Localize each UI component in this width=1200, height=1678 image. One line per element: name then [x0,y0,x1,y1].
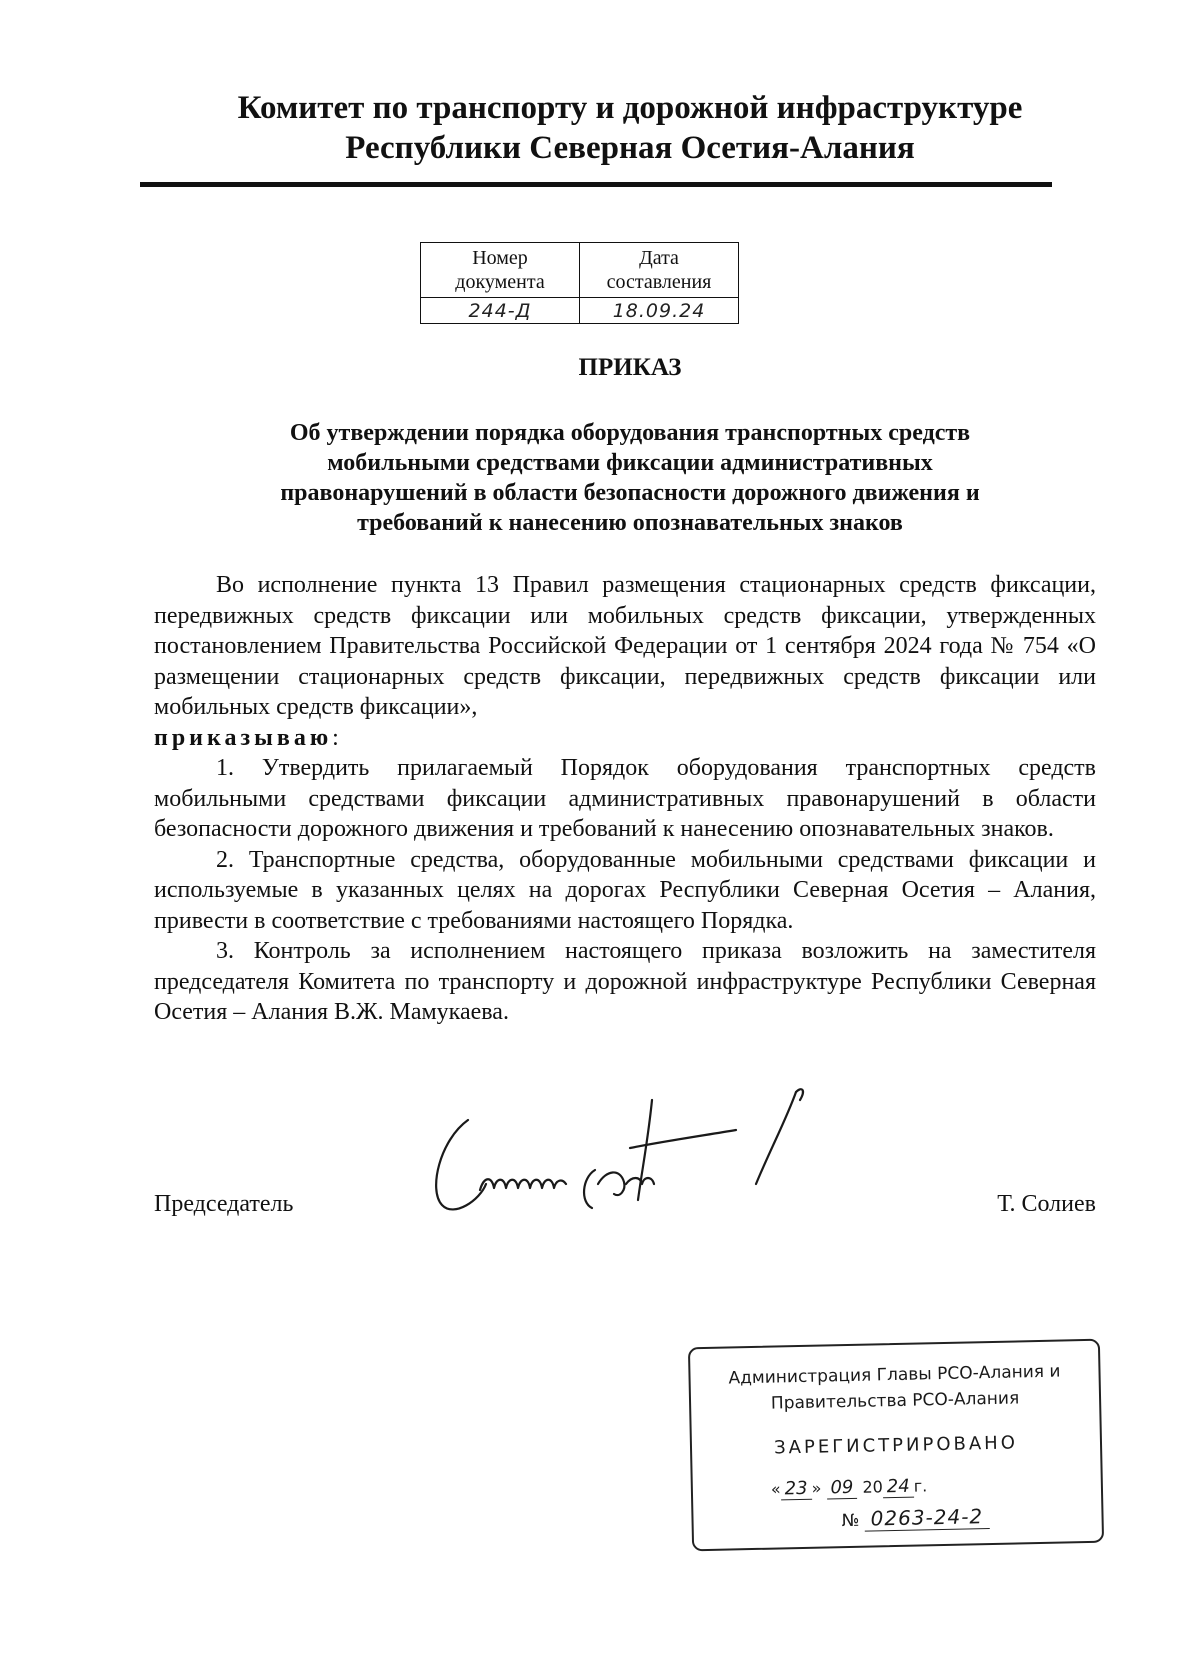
signatory-role: Председатель [154,1191,294,1217]
order-item-1: 1. Утвердить прилагаемый Порядок оборудования транспортных средств мобильными средствами фиксации административных правонарушений в области безопасности дорожного движения и требований к нанесению опознавательных знаков. [154,755,1096,842]
stamp-month: 09 [826,1477,857,1500]
organization-title-line-1: Комитет по транспорту и дорожной инфраструктуре [237,90,1023,126]
document-heading-line: правонарушений в области безопасности дорожного движения и [280,480,980,506]
stamp-number-label: № [841,1510,860,1532]
signatory-name: Т. Солиев [997,1191,1096,1217]
preamble-paragraph [154,570,1096,753]
document-heading [180,418,1080,538]
document-date-header: Дата составления [580,243,739,298]
document-number-date-table [420,242,739,324]
document-number-value: 244-Д [421,298,580,324]
preamble-text: Во исполнение пункта 13 Правил размещения стационарных средств фиксации, передвижных средств фиксации или мобильных средств фиксации, утвержденных постановлением Правительства Российской Федерации от 1 сентября 2024 года № 754 «О размещении стационарных средств фиксации, передвижных средств фиксации или мобильных средств фиксации», [154,572,1096,720]
document-date-value: 18.09.24 [580,298,739,324]
organization-title-line-2: Республики Северная Осетия-Алания [345,130,915,166]
registration-stamp [688,1339,1104,1552]
organization-title [150,88,1110,168]
document-type-title: ПРИКАЗ [578,354,682,381]
document-heading-line: требований к нанесению опознавательных знаков [357,510,903,536]
stamp-year-prefix: 20 [862,1477,884,1497]
document-heading-line: мобильными средствами фиксации административных [327,450,933,476]
stamp-day: 23 [780,1478,811,1501]
stamp-org-line-1: Администрация Главы РСО-Алания и [728,1361,1061,1389]
stamp-org-line-2: Правительства РСО-Алания [770,1388,1020,1414]
document-number-header: Номер документа [421,243,580,298]
stamp-status: ЗАРЕГИСТРИРОВАНО [773,1432,1019,1459]
handwritten-signature [420,1080,840,1250]
document-heading-line: Об утверждении порядка оборудования транспортных средств [289,420,971,446]
stamp-number [841,1504,989,1532]
header-divider [140,182,1052,187]
document-body [154,570,1096,1028]
stamp-date: « 23 » 09 20 24 г. [770,1475,928,1500]
order-item-3: 3. Контроль за исполнением настоящего приказа возложить на заместителя председателя Комитета по транспорту и дорожной инфраструктуре Республики Северная Осетия – Алания В.Ж. Мамукаева. [154,938,1096,1025]
order-item-2: 2. Транспортные средства, оборудованные мобильными средствами фиксации и используемые в указанных целях на дорогах Республики Северная Осетия – Алания, привести в соответствие с требованиями настоящего Порядка. [154,846,1096,934]
stamp-number-value: 0263-24-2 [864,1504,989,1532]
stamp-year-unit: г. [913,1476,928,1496]
order-word-suffix: : [332,724,339,751]
order-word: приказываю [154,724,333,751]
stamp-year-suffix: 24 [883,1476,914,1499]
